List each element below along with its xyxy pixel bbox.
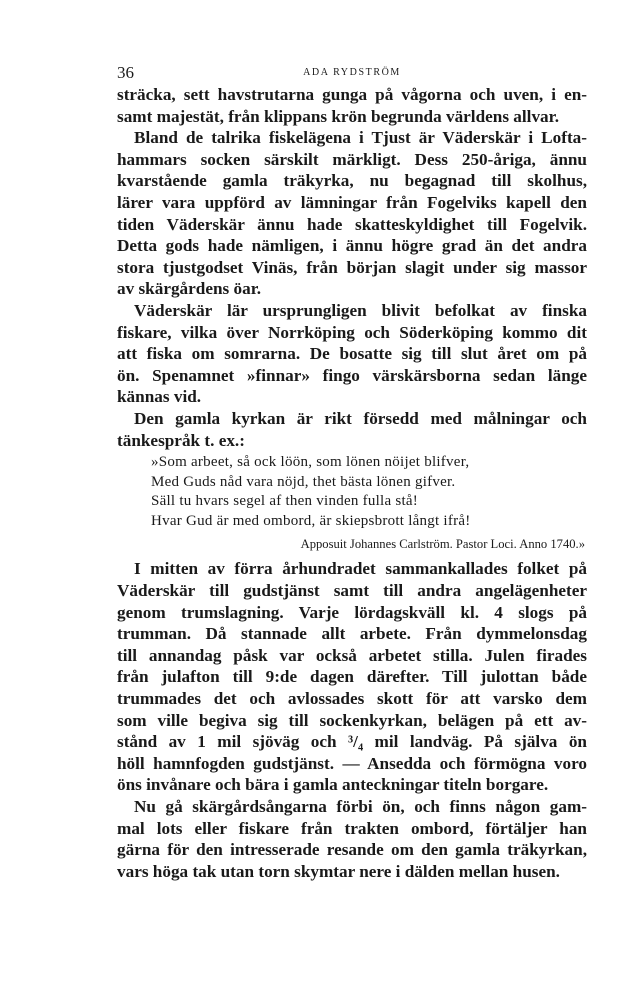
text-line: höll hamnfogden gudstjänst. — Ansedda och förmögna voro [117, 753, 587, 773]
paragraph-vaderskar-church [117, 127, 587, 300]
text-line: att fiska om somrarna. De bosatte sig till slut året om på [117, 344, 587, 364]
text-line: Den gamla kyrkan är rikt försedd med målningar och [134, 408, 587, 428]
text-line: trummades det och avlossades skott för att varsko dem [117, 689, 587, 709]
text-line: Detta gods hade nämligen, i ännu högre grad än det andra [117, 236, 587, 256]
verse-line: Hvar Gud är med ombord, är skiepsbrott långt ifrå! [151, 512, 471, 529]
text-line: kvarstående gamla träkyrka, nu begagnad till skolhus, [117, 171, 587, 191]
text-line: mal lots eller fiskare från trakten ombord, förtäljer han [117, 818, 587, 838]
text-line: Väderskär till gudstjänst samt till andra angelägenheter [117, 581, 587, 601]
verse-line: Med Guds nåd vara nöjd, thet bästa lönen gifver. [151, 473, 456, 490]
text-line: gärna för den intresserade resande om den gamla träkyrkan, [117, 840, 587, 860]
text-line: ön. Spenamnet »finnar» fingo värskärsborna sedan länge [117, 365, 587, 385]
text-line: samt majestät, från klippans krön begrunda världens allvar. [117, 106, 559, 126]
text-line: tiden Väderskär ännu hade skatteskyldighet till Fogelvik. [117, 214, 587, 234]
text-line: till annandag påsk var också arbetet stilla. Julen firades [117, 645, 587, 665]
text-line: stånd av 1 mil sjöväg och ³/₄ mil landväg. På själva ön [117, 732, 587, 752]
page-number: 36 [117, 63, 134, 82]
text-line: kännas vid. [117, 387, 202, 407]
verse-signature: Apposuit Johannes Carlström. Pastor Loci. Anno 1740.» [300, 537, 585, 552]
text-line: fiskare, vilka över Norrköping och Söderköping kommo dit [117, 322, 587, 342]
text-line: öns invånare och bära i gamla anteckningar titeln borgare. [117, 775, 549, 795]
book-page [117, 62, 587, 882]
text-line: som ville begiva sig till sockenkyrkan, belägen på ett av- [117, 710, 587, 730]
text-line: vars höga tak utan torn skymtar nere i dälden mellan husen. [117, 861, 560, 881]
paragraph-finnish-fishers [117, 300, 587, 408]
text-line: lärer vara uppförd av lämningar från Fogelviks kapell den [117, 192, 587, 212]
text-line: tänkespråk t. ex.: [117, 430, 245, 450]
paragraph-drum-tradition [117, 558, 587, 796]
text-line: Nu gå skärgårdsångarna förbi ön, och finns någon gam- [134, 797, 587, 816]
verse-line: »Som arbeet, så ock löön, som lönen nöijet blifver, [151, 454, 470, 471]
text-line: I mitten av förra århundradet sammankallades folket på [134, 559, 587, 579]
text-line: från julafton till 9:de dagen därefter. Till julottan både [117, 667, 587, 687]
text-line: genom trumslagning. Varje lördagskväll kl. 4 slogs på [117, 602, 587, 622]
paragraph-continued [117, 84, 587, 127]
text-line: sträcka, sett havstrutarna gunga på vågorna och uven, i en- [117, 85, 587, 104]
verse-line: Säll tu hvars segel af then vinden fulla stå! [151, 493, 419, 510]
running-header [117, 62, 587, 84]
paragraph-church-paintings [117, 408, 587, 451]
text-line: trumman. Då stannade allt arbete. Från dymmelonsdag [117, 624, 587, 644]
paragraph-steamers-pass [117, 796, 587, 882]
text-line: stora tjustgodset Vinäs, från början slagit under sig massor [117, 257, 587, 277]
text-line: Väderskär lär ursprungligen blivit befolkat av finska [134, 300, 587, 320]
text-line: av skärgårdens öar. [117, 279, 262, 299]
text-line: hammars socken särskilt märkligt. Dess 250-åriga, ännu [117, 149, 587, 169]
verse-quotation [151, 453, 587, 556]
running-head-author: ADA RYDSTRÖM [303, 67, 401, 78]
text-line: Bland de talrika fiskelägena i Tjust är Väderskär i Lofta- [134, 128, 587, 148]
